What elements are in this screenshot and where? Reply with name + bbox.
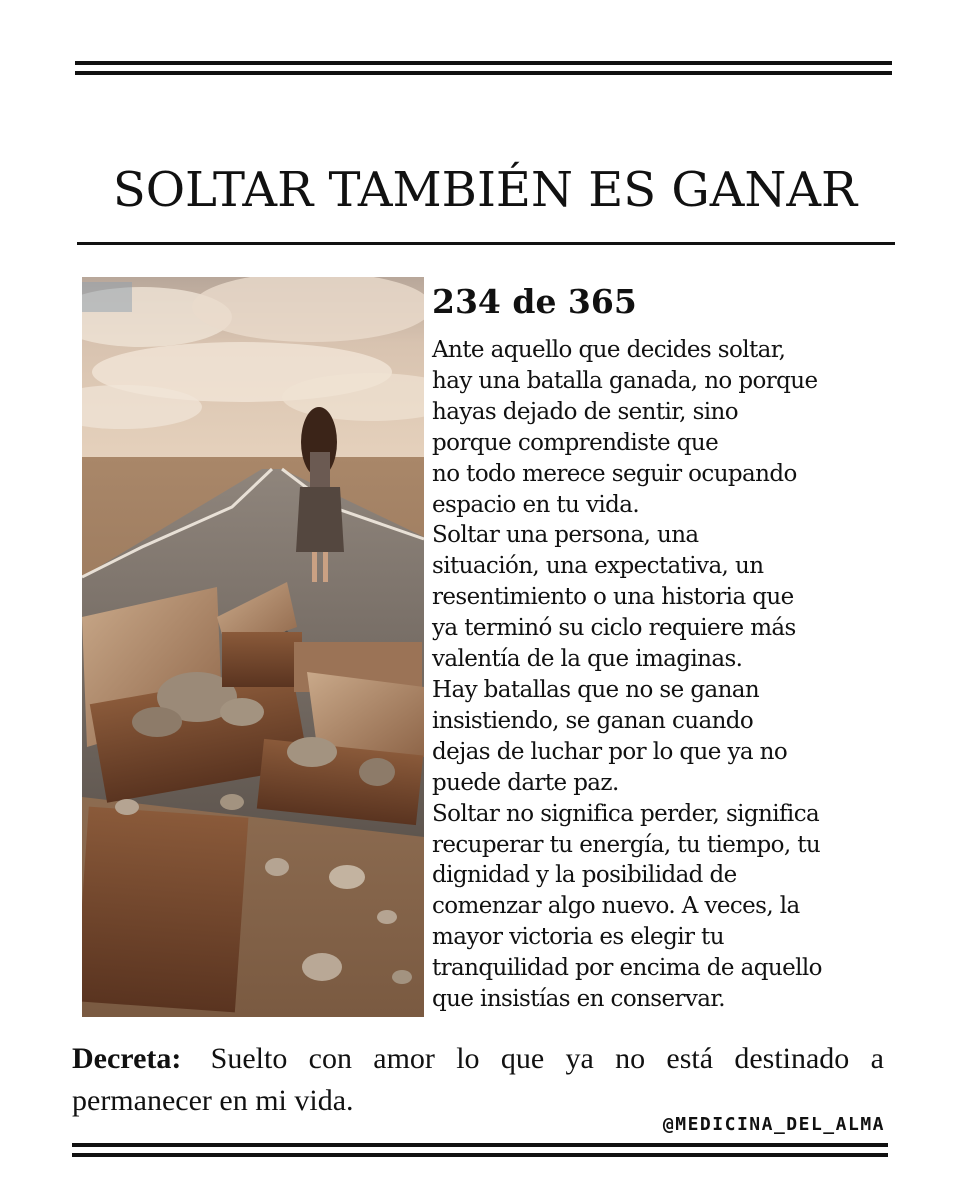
decree-word: amor (373, 1042, 435, 1075)
text-line: que insistías en conservar. (432, 986, 725, 1013)
decree-word: lo (456, 1042, 480, 1075)
text-line: hay una batalla ganada, no porque (432, 367, 818, 394)
text-line: comenzar algo nuevo. A veces, la (432, 893, 800, 920)
bottom-double-rule-upper (72, 1143, 888, 1147)
title-divider (77, 242, 895, 245)
bottom-double-rule-lower (72, 1153, 888, 1157)
text-line: dignidad y la posibilidad de (432, 862, 737, 889)
woman-walking-road-suitcases-image (82, 277, 424, 1017)
top-double-rule-lower (75, 71, 892, 75)
text-line: resentimiento o una historia que (432, 584, 794, 611)
text-line: no todo merece seguir ocupando (432, 460, 797, 487)
text-line: Ante aquello que decides soltar, (432, 337, 786, 363)
day-counter: 234 de 365 (432, 282, 637, 321)
text-line: tranquilidad por encima de aquello (432, 955, 822, 982)
text-line: Soltar una persona, una (432, 522, 699, 549)
top-double-rule-upper (75, 61, 892, 65)
decree-word: ya (565, 1042, 594, 1075)
decree-word: no (615, 1042, 646, 1075)
reflection-text (432, 335, 902, 1015)
decree-label: Decreta: (72, 1042, 182, 1075)
text-line: Hay batallas que no se ganan (432, 676, 760, 703)
text-line: dejas de luchar por lo que ya no (432, 738, 788, 765)
decree-word: está (666, 1042, 714, 1075)
text-line: espacio en tu vida. (432, 491, 640, 518)
decree-word: con (308, 1042, 352, 1075)
author-handle: @MEDICINA_DEL_ALMA (662, 1114, 885, 1135)
text-line: recuperar tu energía, tu tiempo, tu (432, 831, 821, 858)
text-line: puede darte paz. (432, 769, 619, 796)
text-line: porque comprendiste que (432, 429, 719, 456)
text-line: valentía de la que imaginas. (432, 646, 743, 673)
decree-word: Suelto (210, 1042, 288, 1075)
text-line: mayor victoria es elegir tu (432, 924, 724, 951)
decree-block (72, 1038, 884, 1122)
decree-line-2: permanecer en mi vida. (72, 1084, 354, 1117)
decree-word: destinado (734, 1042, 850, 1075)
text-line: situación, una expectativa, un (432, 553, 764, 580)
text-line: insistiendo, se ganan cuando (432, 707, 754, 734)
decree-word: que (500, 1042, 545, 1075)
text-line: Soltar no significa perder, significa (432, 800, 820, 827)
text-line: ya terminó su ciclo requiere más (432, 615, 796, 642)
decree-word: a (870, 1042, 884, 1075)
page-title: SOLTAR TAMBIÉN ES GANAR (112, 162, 858, 219)
decree-line-1 (72, 1038, 884, 1080)
text-line: hayas dejado de sentir, sino (432, 398, 738, 425)
